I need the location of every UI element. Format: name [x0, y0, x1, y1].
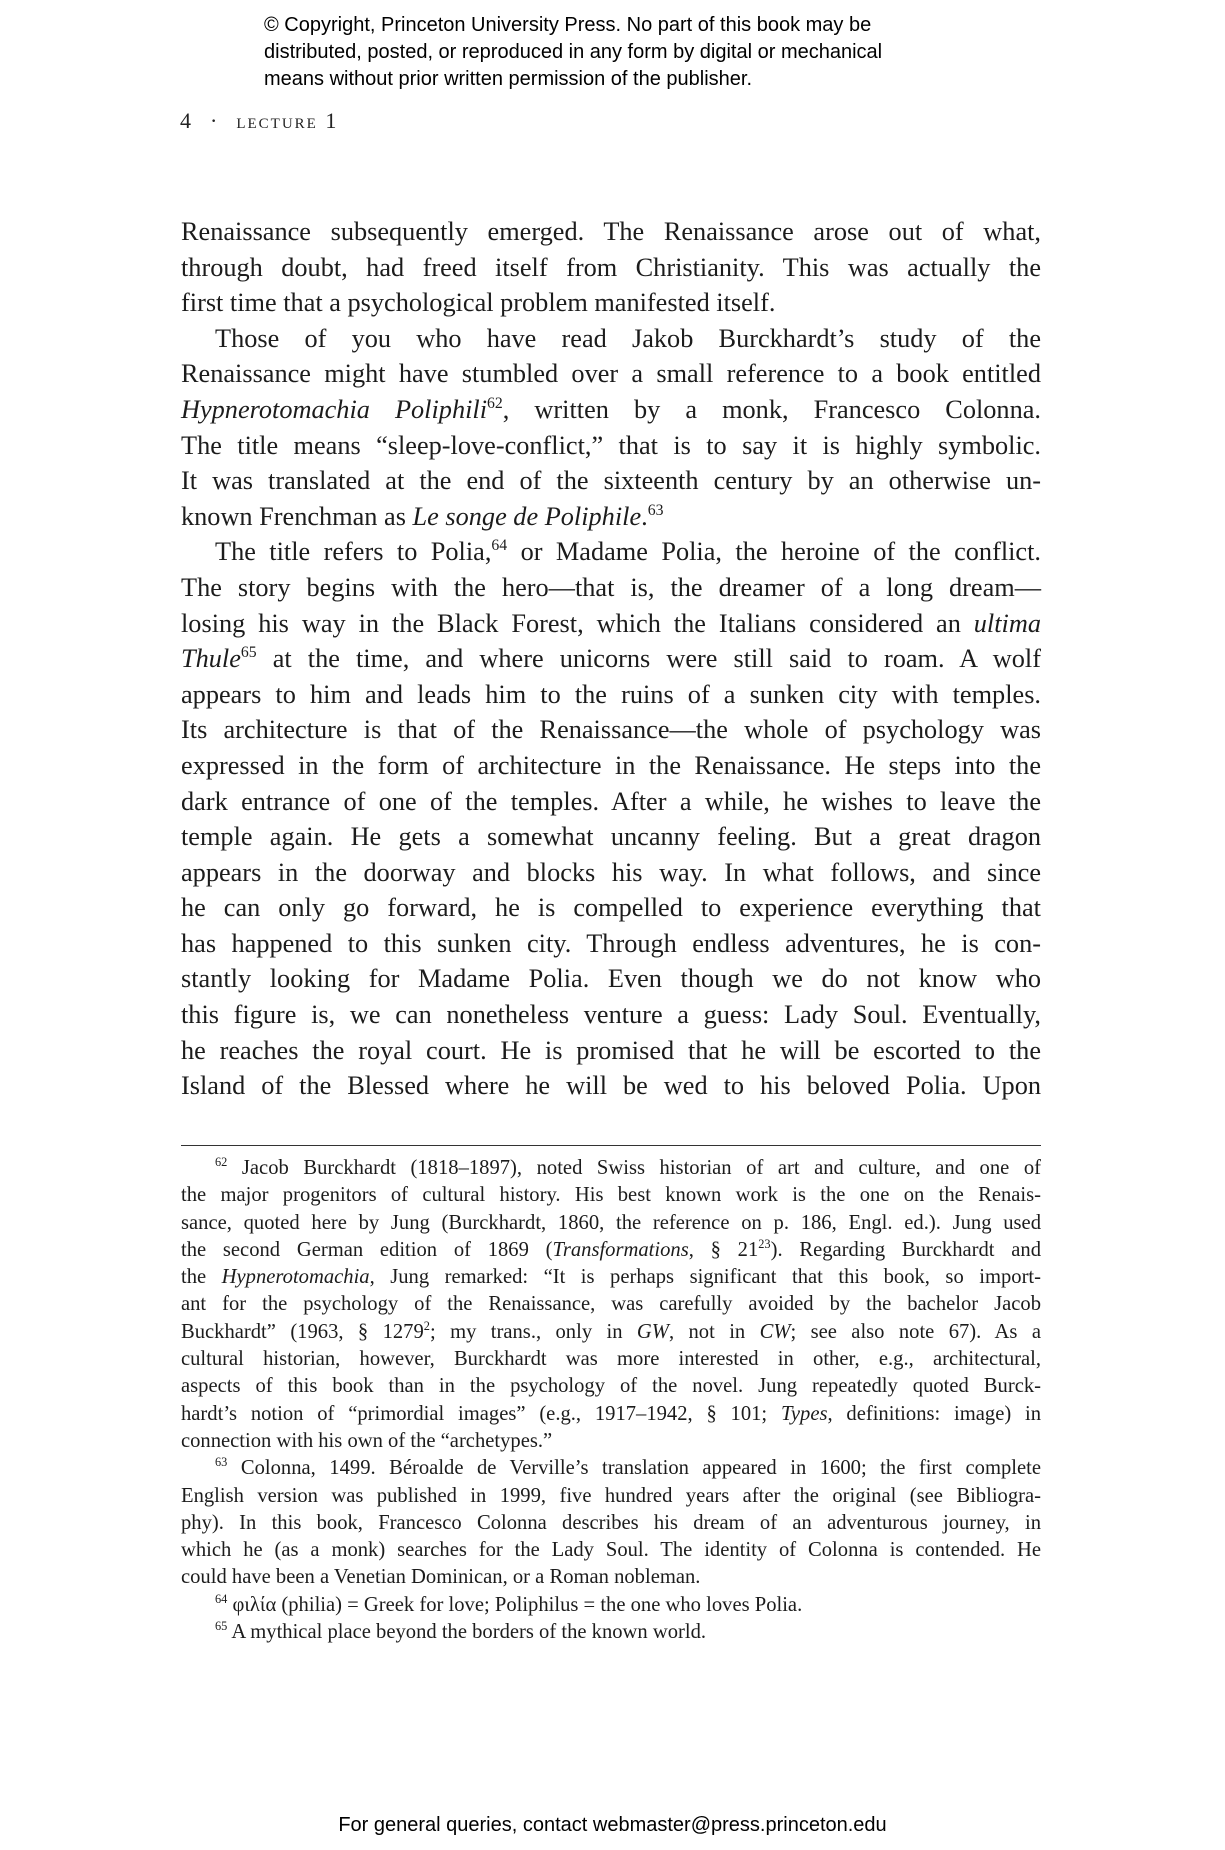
book-title-italic: Hypnerotomachia Poliphili	[181, 394, 488, 424]
footnote-64: $^{64}$ φιλία (philia) = Greek for love; Poliphilus = the one who loves Polia.	[215, 1591, 803, 1616]
text-line: has happened to this sunken city. Through endless adventures, he is con-	[181, 928, 1041, 958]
footnote-line: hardt’s notion of “primordial images” (e.g., 1917–1942, § 101; Types, definitions: image) in	[181, 1402, 1041, 1425]
text-line: Its architecture is that of the Renaissance—the whole of psychology was	[181, 715, 1041, 745]
footnote-ref-63[interactable]: 63	[647, 501, 664, 519]
text-line: through doubt, had freed itself from Christianity. This was actually the	[181, 252, 1041, 282]
contact-footer: For general queries, contact webmaster@press.princeton.edu	[338, 1814, 887, 1836]
running-head-title: lecture 1	[236, 108, 339, 133]
text-line: first time that a psychological problem manifested itself.	[181, 288, 776, 318]
footnote-line: connection with his own of the “archetypes.”	[181, 1429, 553, 1452]
page-number: 4	[180, 108, 192, 133]
text-line: Renaissance might have stumbled over a small reference to a book entitled	[181, 359, 1041, 389]
footnote-number: 63	[215, 1455, 228, 1470]
footnote-divider	[181, 1145, 1041, 1146]
footnotes	[181, 1155, 1041, 1646]
running-head-separator: ·	[210, 108, 219, 133]
footnote-ref-64[interactable]: 64	[491, 537, 508, 555]
text-line: Renaissance subsequently emerged. The Renaissance arose out of what,	[181, 217, 1041, 246]
copyright-line: means without prior written permission of the publisher.	[264, 68, 753, 90]
text-line: The title refers to Polia,$^{64}$ or Madame Polia, the heroine of the conflict.	[215, 537, 1041, 567]
copyright-notice	[264, 12, 1024, 93]
footnote-line: the Hypnerotomachia, Jung remarked: “It is perhaps significant that this book, so import-	[181, 1266, 1042, 1289]
footnote-ref-62[interactable]: 62	[487, 395, 503, 413]
footnote-line: which he (as a monk) searches for the Lady Soul. The identity of Colonna is contended. He	[181, 1539, 1041, 1562]
footnote-line: aspects of this book than in the psychology of the novel. Jung repeatedly quoted Burck-	[181, 1375, 1041, 1398]
footnote-line: the second German edition of 1869 (Transformations, § $21^{23}$). Regarding Burckhardt and	[181, 1237, 1041, 1261]
footnote-ref-65[interactable]: 65	[240, 644, 257, 662]
text-line: appears in the doorway and blocks his way. In what follows, and since	[181, 857, 1041, 887]
footnote-line: English version was published in 1999, five hundred years after the original (see Bibliogra-	[181, 1484, 1041, 1507]
footnote-line: sance, quoted here by Jung (Burckhardt, 1860, the reference on p. 186, Engl. ed.). Jung used	[181, 1211, 1041, 1234]
text-line: appears to him and leads him to the ruins of a sunken city with temples.	[181, 679, 1041, 709]
footnote-line: phy). In this book, Francesco Colonna describes his dream of an adventurous journey, in	[181, 1511, 1041, 1534]
footnote-62: $^{62}$ Jacob Burckhardt (1818–1897), noted Swiss historian of art and culture, and one of	[215, 1155, 1041, 1179]
latin-phrase-italic: Thule	[181, 644, 241, 674]
text-line: The title means “sleep-love-conflict,” that is to say it is highly symbolic.	[181, 430, 1041, 460]
footnote-65: $^{65}$ A mythical place beyond the borders of the known world.	[215, 1619, 707, 1644]
text-line: he reaches the royal court. He is promised that he will be escorted to the	[181, 1035, 1041, 1065]
text-line: Hypnerotomachia Poliphili$^{62}$, written by a monk, Francesco Colonna.	[181, 394, 1041, 424]
text-line: known Frenchman as Le songe de Poliphile.$^{63}$	[181, 501, 664, 531]
footnote-line: Buckhardt” (1963, § 1279$^2$; my trans., only in GW, not in CW; see also note 67). As a	[181, 1318, 1041, 1343]
latin-phrase-italic: ultima	[973, 608, 1041, 638]
text-line: this figure is, we can nonetheless venture a guess: Lady Soul. Eventually,	[181, 1000, 1041, 1030]
running-head	[180, 108, 338, 134]
book-title-italic: Le songe de Poliphile	[412, 501, 642, 531]
text-line: losing his way in the Black Forest, which the Italians considered an ultima	[181, 608, 1041, 638]
text-line: expressed in the form of architecture in the Renaissance. He steps into the	[181, 750, 1041, 780]
footnote-line: ant for the psychology of the Renaissance, was carefully avoided by the bachelor Jacob	[181, 1293, 1041, 1316]
footnote-line: the major progenitors of cultural history. His best known work is the one on the Renais-	[181, 1184, 1041, 1207]
text-line: Those of you who have read Jakob Burckhardt’s study of the	[215, 323, 1041, 353]
footnote-number: 64	[215, 1591, 228, 1606]
text-line: Island of the Blessed where he will be wed to his beloved Polia. Upon	[181, 1071, 1041, 1101]
footnote-line: cultural historian, however, Burckhardt was more interested in other, e.g., architectural,	[181, 1348, 1041, 1371]
text-line: he can only go forward, he is compelled to experience everything that	[181, 893, 1041, 923]
text-line: Thule$^{65}$ at the time, and where unicorns were still said to roam. A wolf	[181, 644, 1041, 674]
footnote-line: could have been a Venetian Dominican, or a Roman nobleman.	[181, 1566, 701, 1589]
copyright-line: distributed, posted, or reproduced in any form by digital or mechanical	[264, 41, 883, 63]
copyright-line: © Copyright, Princeton University Press. No part of this book may be	[264, 14, 872, 36]
text-line: stantly looking for Madame Polia. Even though we do not know who	[181, 964, 1041, 994]
text-line: The story begins with the hero—that is, the dreamer of a long dream—	[181, 572, 1041, 602]
text-line: It was translated at the end of the sixteenth century by an otherwise un-	[181, 466, 1041, 496]
body-text	[181, 214, 1041, 1104]
text-line: temple again. He gets a somewhat uncanny feeling. But a great dragon	[181, 822, 1041, 852]
footnote-63: $^{63}$ Colonna, 1499. Béroalde de Verville’s translation appeared in 1600; the first complete	[215, 1455, 1041, 1480]
footnote-number: 65	[215, 1619, 228, 1634]
text-line: dark entrance of one of the temples. After a while, he wishes to leave the	[181, 786, 1041, 816]
footnote-number: 62	[215, 1155, 228, 1170]
